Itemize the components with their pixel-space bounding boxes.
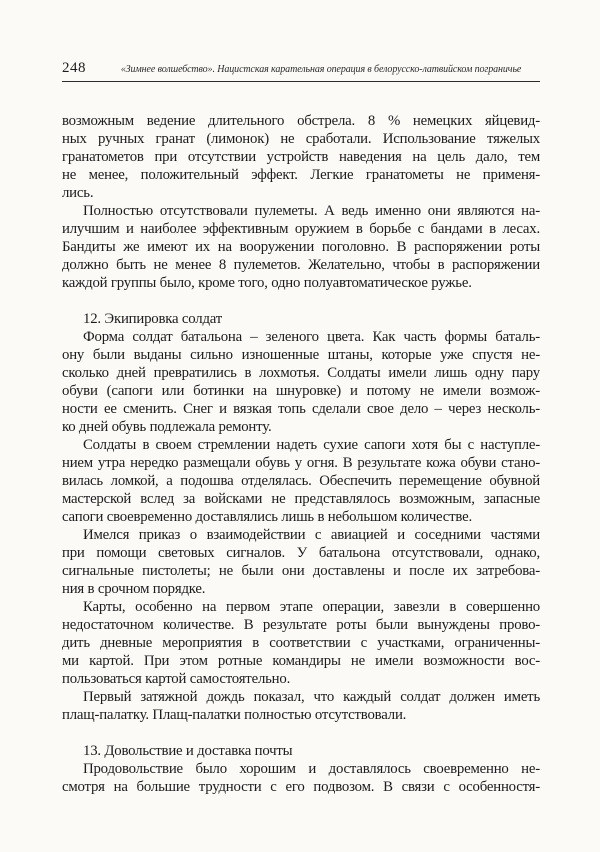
text-line: ону были выданы сильно изношенные штаны, которые уже спустя не- xyxy=(62,347,540,363)
text-line: сапоги своевременно доставлялись лишь в небольшом количестве. xyxy=(62,509,472,525)
text-line: недостаточном количестве. В результате роты были вынуждены прово- xyxy=(62,617,540,633)
paragraph xyxy=(62,598,540,688)
text-line: сколько дней превратились в лохмотья. Солдаты имели лишь одну пару xyxy=(62,365,540,381)
text-line: нием утра нередко размещали обувь у огня. В результате кожа обуви стано- xyxy=(62,455,540,471)
text-line: смотря на большие трудности с его подвозом. В связи с особенностя- xyxy=(62,779,540,795)
text-line: мастерской вслед за войсками не представлялось возможным, запасные xyxy=(62,491,540,507)
text-line: Полностью отсутствовали пулеметы. А ведь именно они являются на- xyxy=(83,203,540,219)
paragraph xyxy=(62,202,540,292)
text-line: Карты, особенно на первом этапе операции, завезли в совершенно xyxy=(83,599,540,615)
text-line: обуви (сапоги или ботинки на шнуровке) и потому не имели возмож- xyxy=(62,383,540,399)
text-line: при помощи световых сигналов. У батальона отсутствовали, однако, xyxy=(62,545,540,561)
paragraph xyxy=(62,436,540,526)
text-line: ных ручных гранат (лимонок) не сработали. Использование тяжелых xyxy=(62,131,540,147)
text-line: должно быть не менее 8 пулеметов. Желательно, чтобы в распоряжении xyxy=(62,257,540,273)
text-line: гранатометов при отсутствии устройств наведения на цель дало, тем xyxy=(62,149,540,165)
text-line: Первый затяжной дождь показал, что каждый солдат должен иметь xyxy=(83,689,540,705)
paragraph xyxy=(62,688,540,724)
section-heading: 13. Довольствие и доставка почты xyxy=(83,743,293,759)
paragraph xyxy=(62,112,540,202)
text-line: ния в срочном порядке. xyxy=(62,581,206,597)
text-line: каждой группы было, кроме того, одно полуавтоматическое ружье. xyxy=(62,275,472,291)
text-line: лись. xyxy=(62,185,94,201)
page-body xyxy=(62,82,540,796)
text-line: возможным ведение длительного обстрела. 8 % немецких яйцевид- xyxy=(62,113,540,129)
text-line: ко дней обувь подлежала ремонту. xyxy=(62,419,272,435)
paragraph xyxy=(62,328,540,436)
page-number: 248 xyxy=(62,60,86,76)
text-line: Солдаты в своем стремлении надеть сухие сапоги хотя бы с наступле- xyxy=(83,437,540,453)
text-line: сигнальные пистолеты; не были они доставлены и после их затребова- xyxy=(62,563,540,579)
text-line: не менее, положительный эффект. Легкие гранатометы не применя- xyxy=(62,167,540,183)
text-line: ми картой. При этом ротные командиры не имели возможности вос- xyxy=(62,653,540,669)
text-line: Продовольствие было хорошим и доставлялось своевременно не- xyxy=(83,761,540,777)
paragraph xyxy=(62,526,540,598)
text-line: дить дневные мероприятия в соответствии с участками, ограниченны- xyxy=(62,635,540,651)
text-line: плащ-палатку. Плащ-палатки полностью отсутствовали. xyxy=(62,707,407,723)
text-line: вилась ломкой, а подошва отделялась. Обеспечить перемещение обувной xyxy=(62,473,540,489)
page-header xyxy=(62,56,540,82)
text-line: Форма солдат батальона – зеленого цвета. Как часть формы баталь- xyxy=(83,329,540,345)
text-line: ности ее сменить. Снег и вязкая топь сделали свое дело – через несколь- xyxy=(62,401,540,417)
text-line: Имелся приказ о взаимодействии с авиацией и соседними частями xyxy=(83,527,540,543)
text-line: Бандиты же имеют их на вооружении поголовно. В распоряжении роты xyxy=(62,239,540,255)
paragraph xyxy=(62,760,540,796)
section-heading: 12. Экипировка солдат xyxy=(83,311,223,327)
running-title: «Зимнее волшебство». Нацистская карательная операция в белорусско-латвийском пограничье xyxy=(120,64,522,75)
text-line: пользоваться картой самостоятельно. xyxy=(62,671,291,687)
text-line: илучшим и наиболее эффективным оружием в борьбе с бандами в лесах. xyxy=(62,221,540,237)
